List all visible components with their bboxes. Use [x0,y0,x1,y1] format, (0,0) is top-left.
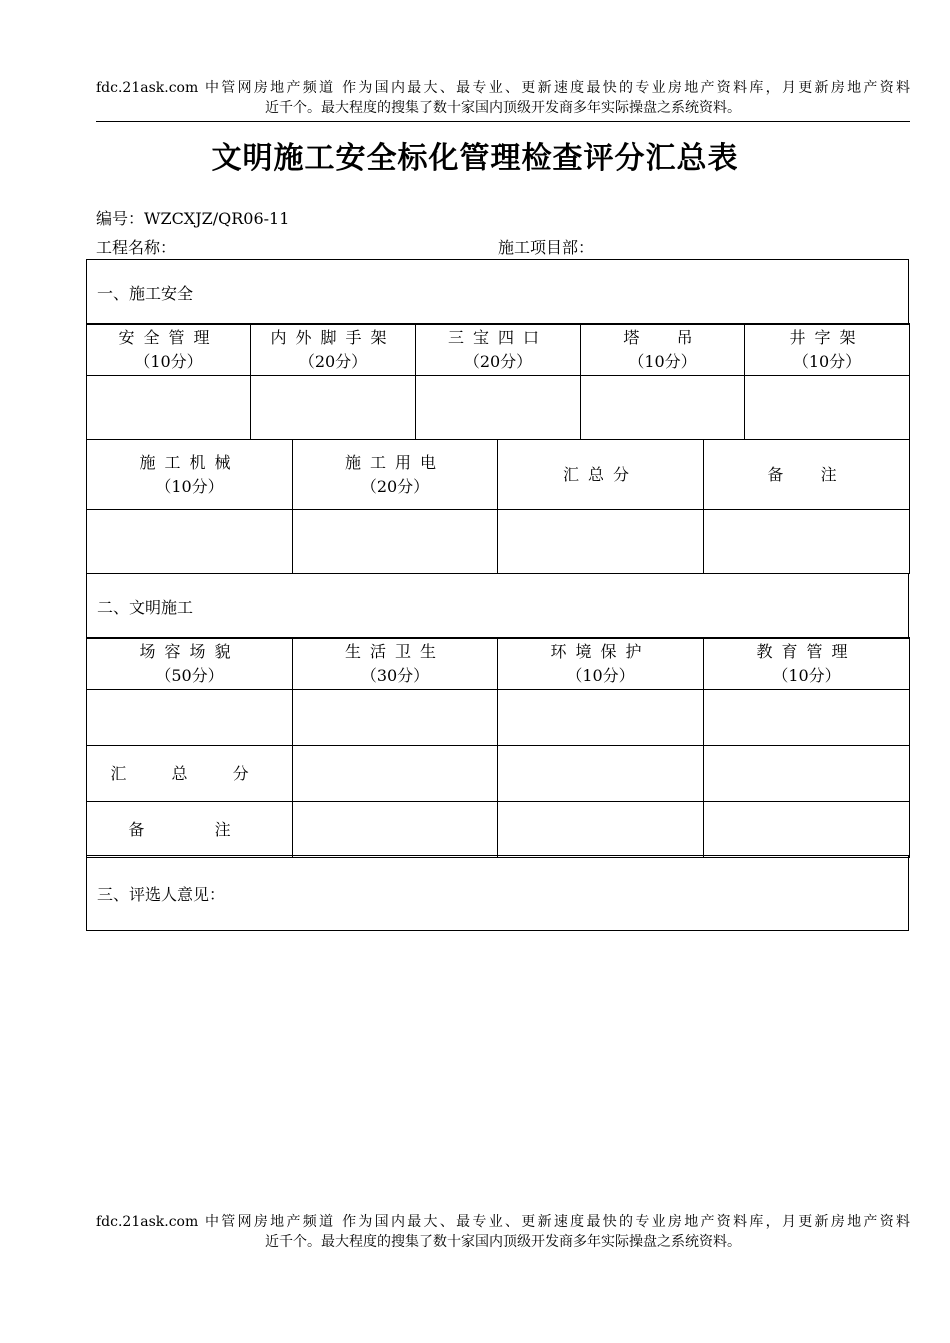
safety-scores-table-2 [86,439,910,574]
score-cell-safety-management[interactable] [87,376,251,440]
section3-title: 三、评选人意见： [97,884,226,904]
header-line-2: 近千个。最大程度的搜集了数十家国内顶级开发商多年实际操盘之系统资料。 [265,100,741,116]
score-cell-safety-total[interactable] [498,510,704,574]
civilized-total-cell-3[interactable] [498,746,704,802]
score-cell-hoist-frame[interactable] [745,376,910,440]
document-code: 编号：WZCXJZ/QR06-11 [96,209,290,228]
project-name-label: 工程名称： [96,238,177,257]
score-cell-environment[interactable] [498,690,704,746]
section3-table [86,855,909,931]
civilized-remark-cell-3[interactable] [498,802,704,858]
civilized-remark-label: 备 注 [87,802,293,858]
footer-line-1: fdc.21ask.com 中管网房地产频道 作为国内最大、最专业、更新速度最快的专业房地产资料库，月更新房地产资料 [96,1214,910,1230]
header-safety-management: 安全管理 （10分） [87,324,251,376]
header-education-management: 教育管理 （10分） [704,638,910,690]
document-title: 文明施工安全标化管理检查评分汇总表 [211,141,739,176]
score-cell-scaffolding[interactable] [251,376,416,440]
header-line-1: fdc.21ask.com 中管网房地产频道 作为国内最大、最专业、更新速度最快的专业房地产资料库，月更新房地产资料 [96,80,910,96]
header-construction-machinery: 施工机械 （10分） [87,440,293,510]
civilized-total-label: 汇 总 分 [87,746,293,802]
header-environment-protection: 环境保护 （10分） [498,638,704,690]
score-cell-safety-remark[interactable] [704,510,910,574]
score-cell-three-treasures[interactable] [416,376,581,440]
project-dept-label: 施工项目部： [498,238,595,257]
score-cell-education[interactable] [704,690,910,746]
score-cell-living-hygiene[interactable] [293,690,498,746]
header-construction-electricity: 施工用电 （20分） [293,440,498,510]
header-living-hygiene: 生活卫生 （30分） [293,638,498,690]
page-footer [96,1212,910,1252]
header-three-treasures-four-openings: 三宝四口 （20分） [416,324,581,376]
header-safety-total: 汇总分 [498,440,704,510]
score-cell-site-appearance[interactable] [87,690,293,746]
civilized-construction-table [86,637,910,858]
section1-title-table [86,259,909,325]
safety-scores-table-1 [86,323,910,440]
footer-line-2: 近千个。最大程度的搜集了数十家国内顶级开发商多年实际操盘之系统资料。 [265,1234,741,1250]
civilized-total-cell-4[interactable] [704,746,910,802]
header-tower-crane: 塔 吊 （10分） [581,324,745,376]
section2-title: 二、文明施工 [87,574,909,639]
civilized-total-cell-2[interactable] [293,746,498,802]
reviewer-opinion[interactable] [87,856,909,931]
score-cell-electricity[interactable] [293,510,498,574]
section2-title-table [86,573,909,639]
header-site-appearance: 场容场貌 （50分） [87,638,293,690]
header-scaffolding: 内外脚手架 （20分） [251,324,416,376]
score-cell-machinery[interactable] [87,510,293,574]
civilized-remark-cell-4[interactable] [704,802,910,858]
section1-title: 一、施工安全 [87,260,909,325]
score-cell-tower-crane[interactable] [581,376,745,440]
header-hoist-frame: 井字架 （10分） [745,324,910,376]
page-header [96,78,910,118]
header-rule [96,121,910,122]
header-safety-remark: 备 注 [704,440,910,510]
civilized-remark-cell-2[interactable] [293,802,498,858]
